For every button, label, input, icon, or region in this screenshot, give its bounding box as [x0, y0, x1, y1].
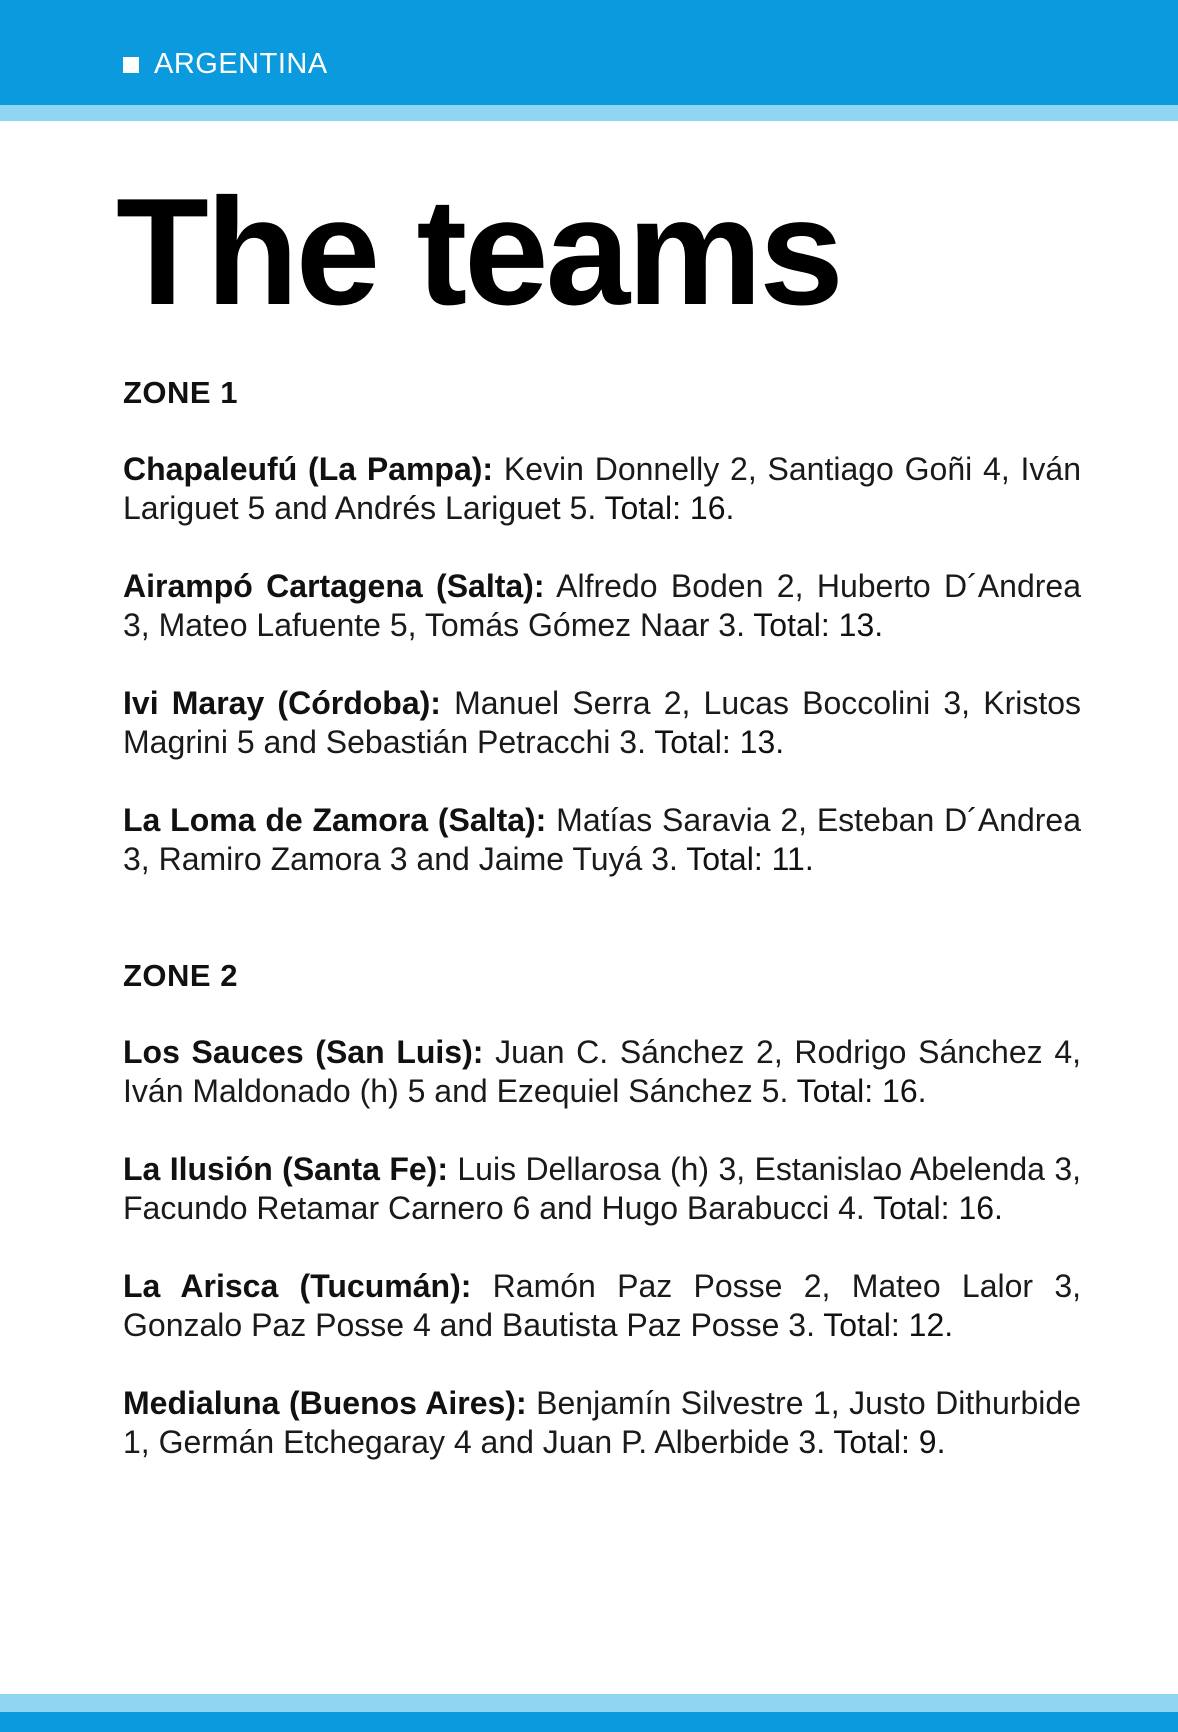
footer-bar — [0, 1712, 1178, 1732]
team-name: Airampó Cartagena (Salta): — [123, 568, 545, 604]
team-total: Total: 12. — [823, 1307, 954, 1343]
section-label: ARGENTINA — [154, 48, 328, 80]
team-players: Ramón Paz Posse 2, Mateo Lalor 3, Gonzalo Paz Posse 4 and Bautista Paz Posse 3. — [123, 1268, 1082, 1343]
team-players: Alfredo Boden 2, Huberto D´Andrea 3, Mateo Lafuente 5, Tomás Gómez Naar 3. — [123, 568, 1082, 643]
team-total: Total: 13. — [654, 724, 785, 760]
team-total: Total: 9. — [833, 1424, 946, 1460]
team-total: Total: 16. — [796, 1073, 927, 1109]
teams-content — [123, 374, 1081, 1501]
team-name: La Ilusión (Santa Fe): — [123, 1151, 448, 1187]
team-entry — [123, 1033, 1081, 1111]
team-total: Total: 16. — [873, 1190, 1003, 1226]
team-players: Luis Dellarosa (h) 3, Estanislao Abelenda 3, Facundo Retamar Carnero 6 and Hugo Barabucci 4. — [123, 1151, 1082, 1226]
team-name: Ivi Maray (Córdoba): — [123, 685, 441, 721]
team-total: Total: 16. — [604, 490, 735, 526]
team-entry — [123, 450, 1081, 528]
team-players: Benjamín Silvestre 1, Justo Dithurbide 1, Germán Etchegaray 4 and Juan P. Alberbide 3. — [123, 1385, 1082, 1460]
team-entry — [123, 684, 1081, 762]
team-name: Los Sauces (San Luis): — [123, 1034, 484, 1070]
team-entry — [123, 1267, 1081, 1345]
footer-stripe — [0, 1694, 1178, 1712]
team-name: La Loma de Zamora (Salta): — [123, 802, 547, 838]
page-title: The teams — [116, 167, 841, 337]
team-entry — [123, 1384, 1081, 1462]
zone-heading: ZONE 2 — [123, 958, 238, 993]
team-name: Medialuna (Buenos Aires): — [123, 1385, 527, 1421]
team-name: La Arisca (Tucumán): — [123, 1268, 472, 1304]
team-entry — [123, 567, 1081, 645]
zone-1 — [123, 374, 1081, 879]
team-entry — [123, 1150, 1081, 1228]
header-stripe — [0, 105, 1178, 121]
section-tag — [123, 48, 328, 81]
team-players: Kevin Donnelly 2, Santiago Goñi 4, Iván Lariguet 5 and Andrés Lariguet 5. — [123, 451, 1081, 526]
team-players: Matías Saravia 2, Esteban D´Andrea 3, Ramiro Zamora 3 and Jaime Tuyá 3. — [123, 802, 1082, 877]
team-name: Chapaleufú (La Pampa): — [123, 451, 494, 487]
team-total: Total: 13. — [753, 607, 884, 643]
team-entry — [123, 801, 1081, 879]
team-players: Juan C. Sánchez 2, Rodrigo Sánchez 4, Iván Maldonado (h) 5 and Ezequiel Sánchez 5. — [123, 1034, 1082, 1109]
square-bullet-icon — [123, 57, 139, 73]
zone-2 — [123, 957, 1081, 1462]
team-players: Manuel Serra 2, Lucas Boccolini 3, Kristos Magrini 5 and Sebastián Petracchi 3. — [123, 685, 1082, 760]
zone-heading: ZONE 1 — [123, 375, 238, 410]
team-total: Total: 11. — [686, 841, 814, 877]
